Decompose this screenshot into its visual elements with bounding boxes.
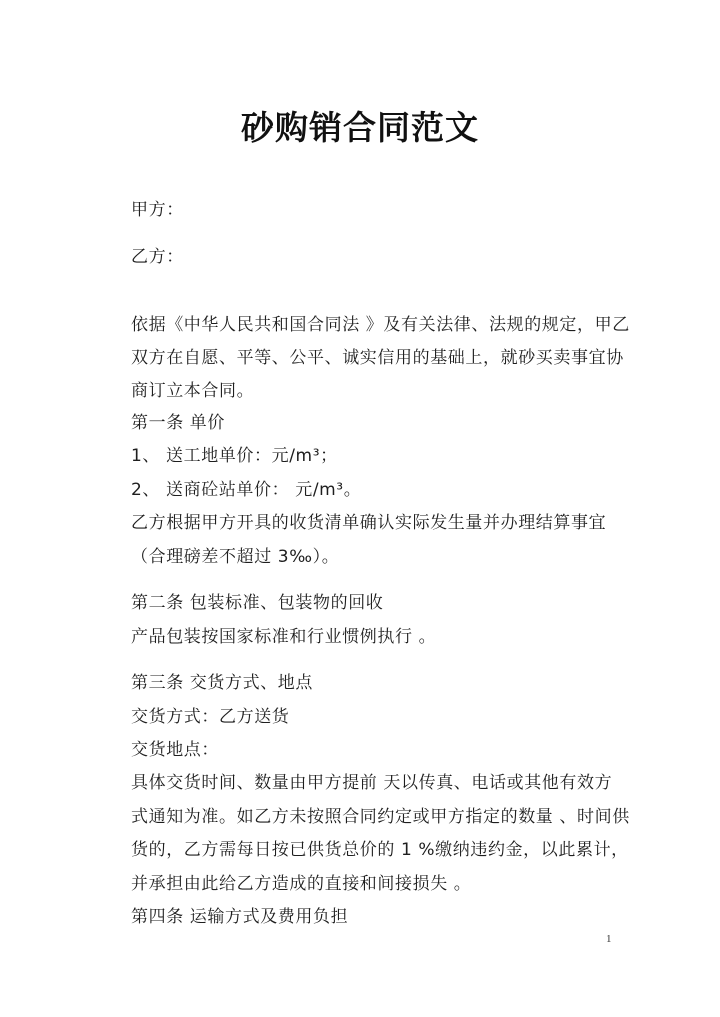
article1-item: 2、 送商砼站单价： 元/m³。 <box>131 480 362 500</box>
document-title: 砂购销合同范文 <box>241 108 479 147</box>
article2-body-line: 产品包装按国家标准和行业惯例执行 。 <box>131 627 437 647</box>
article3-body-line: 具体交货时间、数量由甲方提前 天以传真、电话或其他有效方 <box>131 773 613 793</box>
article2-heading: 第二条 包装标准、包装物的回收 <box>131 593 384 613</box>
article3-heading: 第三条 交货方式、地点 <box>131 673 314 693</box>
article3-body-line: 并承担由此给乙方造成的直接和间接损失 。 <box>131 874 472 894</box>
preamble-line: 依据《中华人民共和国合同法 》及有关法律、法规的规定，甲乙 <box>131 315 630 335</box>
preamble-line: 商订立本合同。 <box>131 381 255 401</box>
article3-body-line: 式通知为准。如乙方未按照合同约定或甲方指定的数量 、时间供 <box>131 807 630 827</box>
party-b-label: 乙方： <box>131 247 184 267</box>
article1-heading: 第一条 单价 <box>131 413 226 433</box>
article1-body-line: 乙方根据甲方开具的收货清单确认实际发生量并办理结算事宜 <box>131 513 607 533</box>
party-a-label: 甲方： <box>131 200 184 220</box>
article1-body-line: （合理磅差不超过 3‰）。 <box>131 547 340 567</box>
article4-heading: 第四条 运输方式及费用负担 <box>131 907 349 927</box>
page-number: 1 <box>606 933 612 945</box>
article1-item: 1、 送工地单价：元/m³； <box>131 446 338 466</box>
delivery-method: 交货方式：乙方送货 <box>131 707 290 727</box>
article3-body-line: 货的，乙方需每日按已供货总价的 1 %缴纳违约金，以此累计， <box>131 840 629 860</box>
preamble-line: 双方在自愿、平等、公平、诚实信用的基础上，就砂买卖事宜协 <box>131 348 624 368</box>
delivery-place: 交货地点： <box>131 740 219 760</box>
